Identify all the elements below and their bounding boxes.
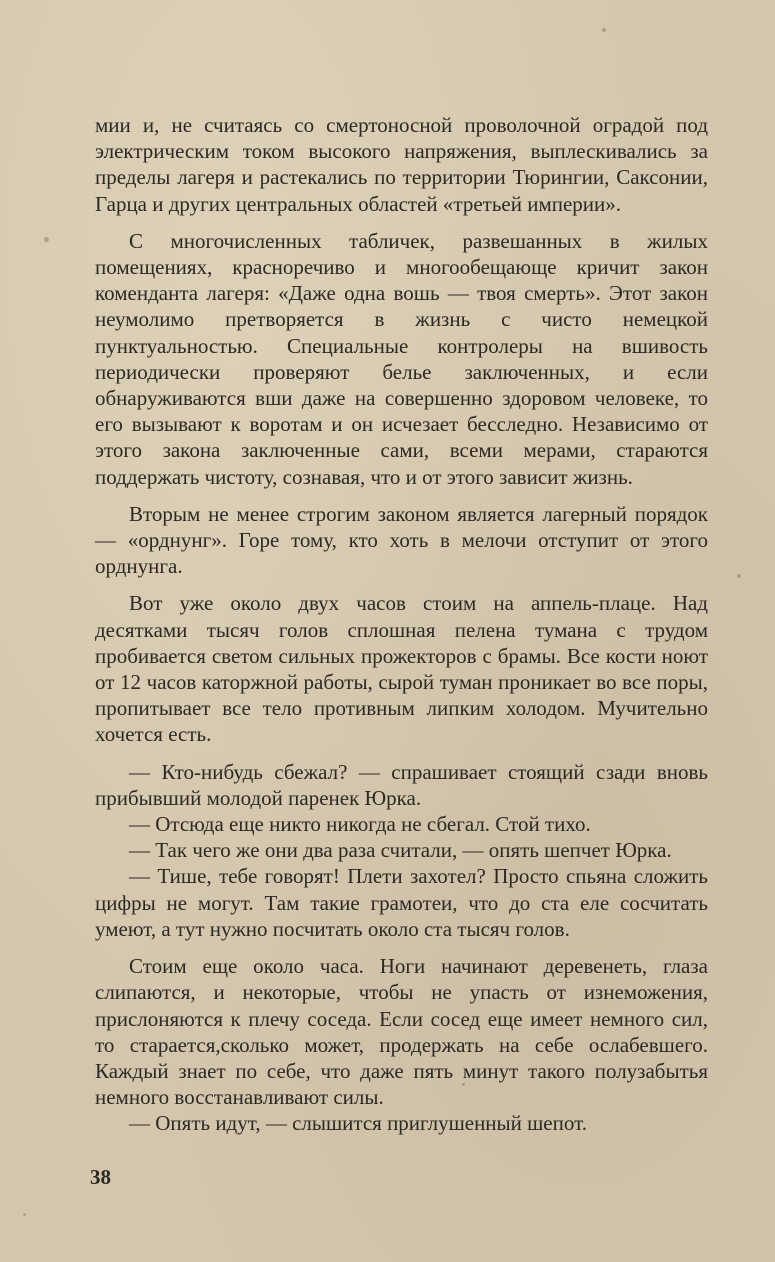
- page-number: 38: [90, 1165, 111, 1189]
- paragraph: Стоим еще около часа. Ноги начинают деревенеть, глаза слипаются, и некоторые, чтобы не упасть от изнеможения, прислоняются к плечу соседа. Если сосед еще имеет немного сил, то старается,сколько может, продержать на себе ослабевшего. Каждый знает по себе, что даже пять минут такого полузабытья немного восстанавливают силы.: [95, 954, 708, 1110]
- paper-speck: [602, 28, 606, 32]
- paper-speck: [737, 574, 741, 578]
- dialogue-line: — Тише, тебе говорят! Плети захотел? Просто спьяна сложить цифры не могут. Там такие грамотеи, что до ста еле сосчитать умеют, а тут нужно посчитать около ста тысяч голов.: [95, 864, 708, 941]
- dialogue-line: — Опять идут, — слышится приглушенный шепот.: [129, 1111, 587, 1136]
- dialogue-line: — Кто-нибудь сбежал? — спрашивает стоящий сзади вновь прибывший молодой паренек Юрка.: [95, 759, 708, 810]
- paragraph: С многочисленных табличек, развешанных в жилых помещениях, красноречиво и многообещающе кричит закон коменданта лагеря: «Даже одна вошь — твоя смерть». Этот закон неумолимо претворяется в жизнь с чисто немецкой пунктуальностью. Специальные контролеры на вшивость периодически проверяют белье заключенных, и если обнаруживаются вши даже на совершенно здоровом человеке, то его вызывают к воротам и он исчезает бесследно. Независимо от этого закона заключенные сами, всеми мерами, стараются поддержать чистоту, сознавая, что и от этого зависит жизнь.: [95, 228, 708, 489]
- paragraph: Вторым не менее строгим законом является лагерный порядок — «орднунг». Горе тому, кто хоть в мелочи отступит от этого орднунга.: [95, 501, 708, 579]
- paper-speck: [44, 237, 49, 242]
- body-text: [95, 112, 708, 1137]
- paragraph: Вот уже около двух часов стоим на аппель-плаце. Над десятками тысяч голов сплошная пелена тумана с трудом пробивается светом сильных прожекторов с брамы. Все кости ноют от 12 часов каторжной работы, сырой туман проникает во все поры, пропитывает все тело противным липким холодом. Мучительно хочется есть.: [95, 591, 708, 747]
- dialogue-line: — Отсюда еще никто никогда не сбегал. Стой тихо.: [129, 812, 591, 837]
- paragraph: мии и, не считаясь со смертоносной проволочной оградой под электрическим током высокого напряжения, выплескивались за пределы лагеря и растекались по территории Тюрингии, Саксонии, Гарца и других центральных областей «третьей империи».: [95, 113, 708, 216]
- dialogue-line: — Так чего же они два раза считали, — опять шепчет Юрка.: [129, 838, 672, 863]
- paper-speck: [23, 1213, 26, 1216]
